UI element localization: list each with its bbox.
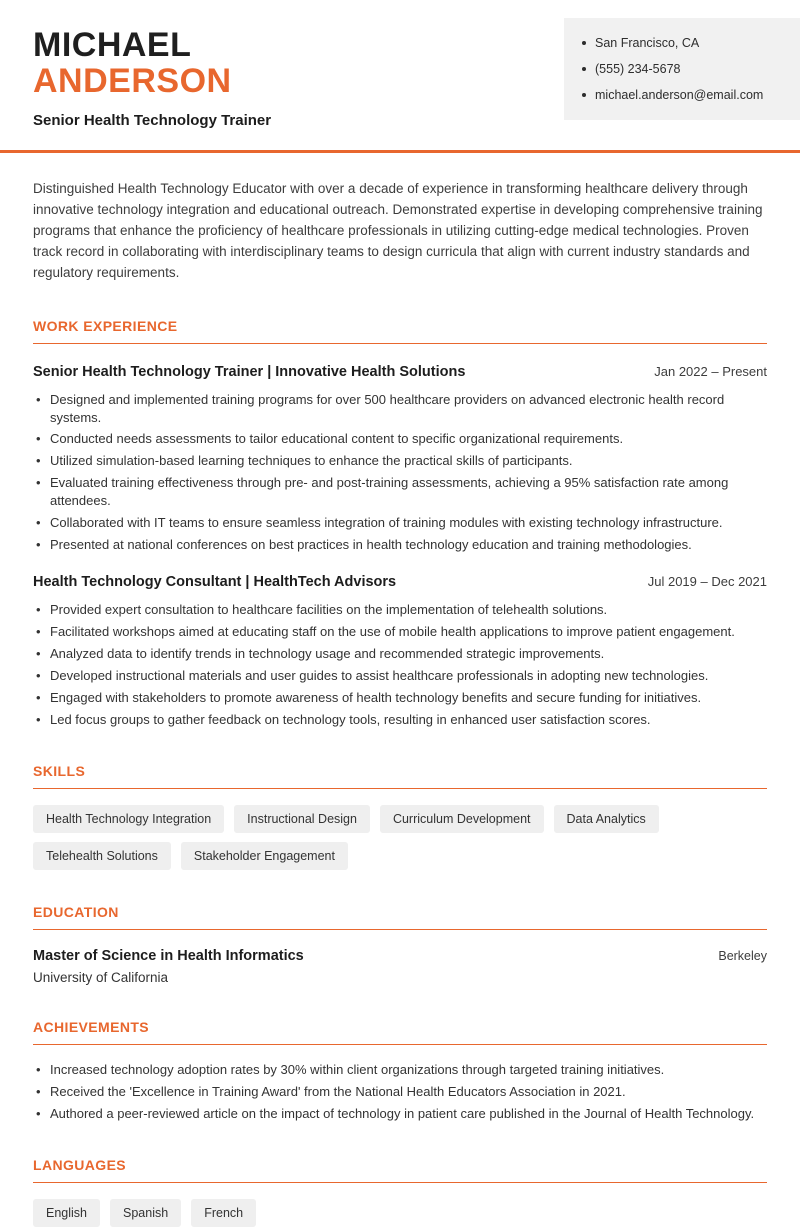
bullet-dot-icon: [582, 67, 586, 71]
education-heading: EDUCATION: [33, 904, 767, 930]
skills-heading: SKILLS: [33, 763, 767, 789]
skill-tag: Stakeholder Engagement: [181, 842, 348, 870]
contact-item-text: michael.anderson@email.com: [595, 88, 764, 102]
last-name: ANDERSON: [33, 62, 232, 100]
skill-tag: Instructional Design: [234, 805, 370, 833]
skill-tag: Health Technology Integration: [33, 805, 224, 833]
job-bullet: • Provided expert consultation to healthcare facilities on the implementation of telehealth solutions.: [33, 601, 767, 619]
job-bullet-list: [33, 391, 767, 555]
job-entry: [33, 574, 767, 729]
education-entry: [33, 948, 767, 964]
job-bullet: • Engaged with stakeholders to promote awareness of health technology benefits and secure funding for initiatives.: [33, 689, 767, 707]
job-bullet: • Utilized simulation-based learning techniques to enhance the practical skills of participants.: [33, 452, 767, 470]
contact-list: [582, 30, 786, 108]
header: [0, 0, 800, 129]
work-experience-heading: WORK EXPERIENCE: [33, 318, 767, 344]
bullet-dot-icon: [582, 41, 586, 45]
language-tag: Spanish: [110, 1199, 181, 1227]
work-experience-section: [33, 318, 767, 729]
job-title-company: Health Technology Consultant | HealthTech Advisors: [33, 574, 397, 591]
job-bullet: • Evaluated training effectiveness through pre- and post-training assessments, achieving a 95% satisfaction rate among attendees.: [33, 474, 767, 510]
job-date: Jan 2022 – Present: [654, 363, 767, 379]
skill-tag: Data Analytics: [554, 805, 659, 833]
achievement-bullet: • Authored a peer-reviewed article on the impact of technology in patient care published in the Journal of Health Technology.: [33, 1105, 767, 1123]
education-location: Berkeley: [718, 948, 767, 963]
contact-item-text: (555) 234-5678: [595, 62, 681, 76]
job-date: Jul 2019 – Dec 2021: [647, 574, 767, 590]
contact-item-text: San Francisco, CA: [595, 36, 700, 50]
job-title-company: Senior Health Technology Trainer | Innovative Health Solutions: [33, 363, 466, 380]
summary-text: Distinguished Health Technology Educator with over a decade of experience in transforming healthcare delivery through innovative technology integration and educational outreach. Demonstrated expertise in developing comprehensive training programs that enhance the proficiency of healthcare professionals in utilizing cutting-edge medical technologies. Proven track record in collaborating with interdisciplinary teams to design curricula that align with current industry standards and regulatory requirements.: [33, 181, 763, 280]
professional-title: Senior Health Technology Trainer: [33, 112, 272, 129]
skill-tag-list: [33, 805, 767, 870]
achievement-bullet: • Increased technology adoption rates by 30% within client organizations through targeted training initiatives.: [33, 1061, 767, 1079]
contact-item: [582, 30, 786, 56]
name-block: [33, 28, 271, 129]
skill-tag: Telehealth Solutions: [33, 842, 171, 870]
school-name: University of California: [33, 969, 169, 985]
job-bullet-list: [33, 601, 767, 729]
language-tag: English: [33, 1199, 100, 1227]
job-bullet: • Collaborated with IT teams to ensure seamless integration of training modules with existing technology infrastructure.: [33, 514, 767, 532]
achievement-bullet: • Received the 'Excellence in Training Award' from the National Health Educators Association in 2021.: [33, 1083, 767, 1101]
job-entry: [33, 364, 767, 555]
contact-card: [564, 18, 800, 120]
achievements-heading: ACHIEVEMENTS: [33, 1019, 767, 1045]
job-header: [33, 364, 767, 380]
job-bullet: • Facilitated workshops aimed at educating staff on the use of mobile health applications to improve patient engagement.: [33, 623, 767, 641]
bullet-dot-icon: [582, 93, 586, 97]
degree-name: Master of Science in Health Informatics: [33, 947, 304, 964]
first-name: MICHAEL: [33, 26, 192, 64]
languages-heading: LANGUAGES: [33, 1157, 767, 1183]
skill-tag: Curriculum Development: [380, 805, 544, 833]
contact-item: [582, 82, 786, 108]
achievements-section: [33, 1019, 767, 1123]
job-bullet: • Analyzed data to identify trends in technology usage and recommended strategic improvements.: [33, 645, 767, 663]
job-header: [33, 574, 767, 590]
summary-section: [33, 179, 767, 284]
job-bullet: • Led focus groups to gather feedback on technology tools, resulting in enhanced user satisfaction scores.: [33, 711, 767, 729]
education-section: [33, 904, 767, 985]
skills-section: [33, 763, 767, 870]
job-bullet: • Designed and implemented training programs for over 500 healthcare providers on advanced electronic health record systems.: [33, 391, 767, 427]
contact-item: [582, 56, 786, 82]
language-tag: French: [191, 1199, 256, 1227]
language-tag-list: [33, 1199, 767, 1227]
job-bullet: • Presented at national conferences on best practices in health technology education and training methodologies.: [33, 536, 767, 554]
languages-section: [33, 1157, 767, 1227]
achievement-list: [33, 1061, 767, 1123]
job-bullet: • Developed instructional materials and user guides to assist healthcare professionals in adopting new technologies.: [33, 667, 767, 685]
job-bullet: • Conducted needs assessments to tailor educational content to specific organizational requirements.: [33, 430, 767, 448]
candidate-name: [33, 28, 271, 98]
header-divider: [0, 150, 800, 153]
